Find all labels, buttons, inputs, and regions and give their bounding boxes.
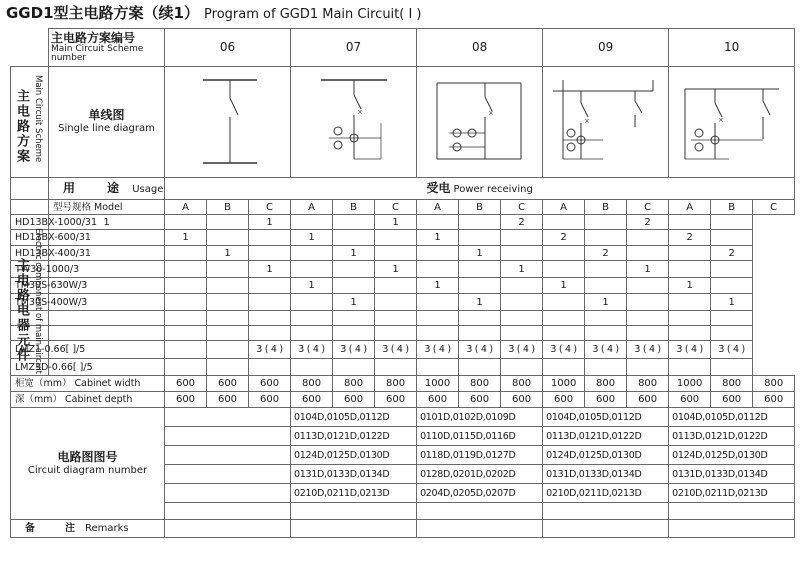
col-letter: C bbox=[249, 200, 291, 215]
component-qty: 3 ( 4 ) bbox=[627, 341, 669, 359]
component-qty: 1 bbox=[585, 294, 627, 311]
diagram-08 bbox=[417, 67, 543, 178]
remarks-value bbox=[669, 520, 795, 538]
component-qty bbox=[375, 294, 417, 311]
cabinet-depth-value: 600 bbox=[711, 392, 753, 408]
component-qty bbox=[165, 326, 207, 341]
col-letter: B bbox=[207, 200, 249, 215]
component-qty: 2 bbox=[627, 215, 669, 230]
cabinet-depth-value: 600 bbox=[501, 392, 543, 408]
scheme-10: 10 bbox=[669, 29, 795, 67]
component-qty bbox=[459, 278, 501, 294]
cabinet-width-value: 800 bbox=[333, 376, 375, 392]
cabinet-depth-value: 600 bbox=[543, 392, 585, 408]
component-model: LMZ3D-0.66[ ]/5 bbox=[11, 359, 49, 376]
main-scheme-side-label bbox=[11, 67, 49, 178]
components-side-en: Electric component of main circuit bbox=[33, 228, 43, 374]
page-title bbox=[6, 2, 422, 24]
circuit-diagram-number: 0124D,0125D,0130D bbox=[543, 446, 669, 465]
component-qty: 3 ( 4 ) bbox=[459, 341, 501, 359]
cabinet-width-label-en: Cabinet width bbox=[74, 378, 141, 389]
col-letter: B bbox=[711, 200, 753, 215]
component-qty: 1 bbox=[333, 246, 375, 261]
component-qty bbox=[165, 246, 207, 261]
component-qty bbox=[249, 230, 291, 246]
cabinet-depth-value: 600 bbox=[207, 392, 249, 408]
component-qty bbox=[417, 215, 459, 230]
cabinet-depth-label-en: Cabinet depth bbox=[65, 394, 133, 405]
col-letter: A bbox=[417, 200, 459, 215]
page-title-cn: GGD1型主电路方案（续1） bbox=[6, 4, 199, 22]
component-qty bbox=[627, 311, 669, 326]
component-qty bbox=[207, 341, 249, 359]
diagram-09 bbox=[543, 67, 669, 178]
component-qty: 1 bbox=[249, 215, 291, 230]
cabinet-width-value: 1000 bbox=[417, 376, 459, 392]
component-qty bbox=[501, 246, 543, 261]
component-qty: 3 ( 4 ) bbox=[249, 341, 291, 359]
component-qty bbox=[375, 278, 417, 294]
circuit-diagram-number: 0128D,0201D,0202D bbox=[417, 465, 543, 484]
component-row bbox=[11, 261, 795, 278]
component-qty: 2 bbox=[543, 230, 585, 246]
component-qty bbox=[291, 215, 333, 230]
cabinet-width-value: 600 bbox=[207, 376, 249, 392]
cabinet-depth-value: 600 bbox=[165, 392, 207, 408]
cabinet-depth-value: 600 bbox=[459, 392, 501, 408]
component-qty bbox=[585, 311, 627, 326]
component-qty bbox=[585, 359, 627, 376]
component-qty bbox=[333, 230, 375, 246]
component-qty bbox=[627, 294, 669, 311]
cabinet-width-value: 600 bbox=[249, 376, 291, 392]
component-qty bbox=[501, 359, 543, 376]
component-qty: 1 bbox=[459, 246, 501, 261]
col-letter: C bbox=[627, 200, 669, 215]
component-qty bbox=[627, 359, 669, 376]
component-qty bbox=[207, 215, 249, 230]
component-model: HD13BX-1000/31 bbox=[11, 215, 49, 230]
component-qty bbox=[333, 261, 375, 278]
usage-label: 用 途 Usage bbox=[49, 178, 165, 200]
component-model: LMZ1-0.66[ ]/5 bbox=[11, 341, 49, 359]
cabinet-width-value: 1000 bbox=[669, 376, 711, 392]
component-qty: 1 bbox=[417, 230, 459, 246]
component-qty bbox=[543, 326, 585, 341]
cabinet-depth-label-cn: 深（mm） bbox=[15, 394, 63, 405]
component-model: HD13BX-400/31 bbox=[11, 246, 49, 261]
component-qty bbox=[627, 246, 669, 261]
component-qty bbox=[291, 294, 333, 311]
component-qty bbox=[543, 246, 585, 261]
cabinet-depth-value: 600 bbox=[585, 392, 627, 408]
cabinet-depth-value: 600 bbox=[417, 392, 459, 408]
component-qty: 1 bbox=[543, 278, 585, 294]
component-qty bbox=[711, 326, 753, 341]
component-qty bbox=[459, 359, 501, 376]
remarks-label-cn: 备 注 bbox=[25, 523, 85, 534]
circuit-diagram-empty bbox=[669, 503, 795, 520]
circuit-diagram-empty bbox=[165, 503, 291, 520]
component-qty bbox=[249, 246, 291, 261]
cabinet-width-value: 800 bbox=[291, 376, 333, 392]
component-model: TW30-1000/3 bbox=[11, 261, 49, 278]
component-qty bbox=[165, 261, 207, 278]
main-circuit-table bbox=[10, 28, 795, 538]
component-qty bbox=[417, 311, 459, 326]
cabinet-depth-value: 600 bbox=[333, 392, 375, 408]
component-qty bbox=[207, 261, 249, 278]
usage-value: 受电 Power receiving bbox=[165, 178, 795, 200]
cabinet-depth-label bbox=[11, 392, 165, 408]
model-label: 型号规格 Model bbox=[49, 200, 165, 215]
components-header-row bbox=[11, 200, 795, 215]
cabinet-width-label bbox=[11, 376, 165, 392]
component-qty: 1 bbox=[459, 294, 501, 311]
diagram-06 bbox=[165, 67, 291, 178]
component-qty bbox=[543, 359, 585, 376]
component-qty bbox=[291, 261, 333, 278]
col-letter: A bbox=[165, 200, 207, 215]
circuit-diagram-number: 0210D,0211D,0213D bbox=[669, 484, 795, 503]
col-letter: A bbox=[291, 200, 333, 215]
diagram-10-svg bbox=[669, 67, 795, 177]
component-qty bbox=[207, 294, 249, 311]
component-qty: 3 ( 4 ) bbox=[585, 341, 627, 359]
component-qty bbox=[207, 278, 249, 294]
component-qty: 3 ( 4 ) bbox=[375, 341, 417, 359]
cabinet-width-value: 800 bbox=[753, 376, 795, 392]
component-qty bbox=[501, 294, 543, 311]
circuit-diagram-number: 0104D,0105D,0112D bbox=[543, 408, 669, 427]
component-qty bbox=[711, 261, 753, 278]
circuit-diagram-number: 0104D,0105D,0112D bbox=[291, 408, 417, 427]
component-qty bbox=[249, 326, 291, 341]
col-letter: C bbox=[753, 200, 795, 215]
component-model: TM30S-400W/3 bbox=[11, 294, 49, 311]
cabinet-width-value: 800 bbox=[711, 376, 753, 392]
diagram-07 bbox=[291, 67, 417, 178]
circuit-diagram-number bbox=[165, 446, 291, 465]
component-qty: 1 bbox=[333, 294, 375, 311]
component-qty bbox=[165, 294, 207, 311]
diagram-06-svg bbox=[165, 67, 291, 177]
circuit-diagram-number: 0124D,0125D,0130D bbox=[669, 446, 795, 465]
single-line-row bbox=[11, 67, 795, 178]
component-qty bbox=[543, 261, 585, 278]
component-qty bbox=[669, 215, 711, 230]
component-qty: 1 bbox=[627, 261, 669, 278]
component-qty: 1 bbox=[249, 261, 291, 278]
component-qty bbox=[417, 294, 459, 311]
component-qty bbox=[501, 278, 543, 294]
remarks-value bbox=[543, 520, 669, 538]
component-row bbox=[11, 278, 795, 294]
component-qty bbox=[375, 326, 417, 341]
component-qty: 1 bbox=[417, 278, 459, 294]
component-qty bbox=[165, 311, 207, 326]
component-qty bbox=[543, 311, 585, 326]
cabinet-depth-value: 600 bbox=[375, 392, 417, 408]
scheme-09: 09 bbox=[543, 29, 669, 67]
component-qty bbox=[207, 359, 249, 376]
component-row bbox=[11, 311, 795, 326]
component-qty bbox=[165, 359, 207, 376]
cabinet-depth-value: 600 bbox=[291, 392, 333, 408]
component-model: TM30S-630W/3 bbox=[11, 278, 49, 294]
diagram-10 bbox=[669, 67, 795, 178]
component-row bbox=[11, 294, 795, 311]
col-letter: B bbox=[459, 200, 501, 215]
component-qty bbox=[375, 230, 417, 246]
circuit-diagram-number: 0210D,0211D,0213D bbox=[291, 484, 417, 503]
component-qty bbox=[543, 294, 585, 311]
component-qty bbox=[711, 230, 753, 246]
remarks-label-en: Remarks bbox=[85, 523, 129, 534]
component-qty bbox=[333, 359, 375, 376]
component-qty bbox=[207, 311, 249, 326]
component-qty bbox=[627, 230, 669, 246]
cabinet-width-value: 600 bbox=[165, 376, 207, 392]
component-row bbox=[11, 230, 795, 246]
component-qty bbox=[49, 311, 165, 326]
component-qty bbox=[669, 294, 711, 311]
component-qty bbox=[333, 278, 375, 294]
component-qty bbox=[375, 311, 417, 326]
component-qty bbox=[669, 246, 711, 261]
component-qty bbox=[375, 359, 417, 376]
remarks-value bbox=[417, 520, 543, 538]
remarks-label bbox=[11, 520, 165, 538]
circuit-diagram-number bbox=[165, 484, 291, 503]
circuit-diagram-number bbox=[165, 465, 291, 484]
component-qty bbox=[291, 246, 333, 261]
circuit-diagram-number bbox=[165, 408, 291, 427]
cabinet-width-label-cn: 柜宽（mm） bbox=[15, 378, 72, 389]
component-qty bbox=[249, 278, 291, 294]
component-row bbox=[11, 359, 795, 376]
component-qty bbox=[417, 246, 459, 261]
component-qty bbox=[459, 326, 501, 341]
circuit-diagram-empty bbox=[417, 503, 543, 520]
component-qty bbox=[585, 261, 627, 278]
cabinet-width-value: 800 bbox=[585, 376, 627, 392]
circuit-diagram-empty bbox=[291, 503, 417, 520]
col-letter: B bbox=[585, 200, 627, 215]
component-qty bbox=[333, 215, 375, 230]
scheme-number-row bbox=[11, 29, 795, 67]
component-qty: 2 bbox=[711, 246, 753, 261]
component-qty bbox=[207, 326, 249, 341]
components-side-cn: 主电路电器元件 bbox=[14, 258, 29, 363]
circuit-diagram-number: 0210D,0211D,0213D bbox=[543, 484, 669, 503]
col-letter: A bbox=[543, 200, 585, 215]
component-qty: 1 bbox=[291, 230, 333, 246]
circuit-diagram-number: 0110D,0115D,0116D bbox=[417, 427, 543, 446]
component-qty: 1 bbox=[165, 230, 207, 246]
svg-text:×: × bbox=[584, 117, 590, 125]
circuit-diagram-label-en: Circuit diagram number bbox=[27, 464, 148, 476]
col-letter: C bbox=[375, 200, 417, 215]
component-qty: 3 ( 4 ) bbox=[543, 341, 585, 359]
component-qty bbox=[333, 326, 375, 341]
component-qty bbox=[669, 311, 711, 326]
cabinet-width-value: 800 bbox=[627, 376, 669, 392]
corner-cell bbox=[11, 29, 49, 67]
cabinet-depth-value: 600 bbox=[753, 392, 795, 408]
component-qty: 1 bbox=[501, 261, 543, 278]
circuit-diagram-number: 0131D,0133D,0134D bbox=[669, 465, 795, 484]
component-qty bbox=[249, 359, 291, 376]
scheme-number-label: 主电路方案编号 Main Circuit Scheme number bbox=[49, 29, 165, 67]
component-qty bbox=[585, 230, 627, 246]
scheme-08: 08 bbox=[417, 29, 543, 67]
component-qty: 1 bbox=[207, 246, 249, 261]
svg-text:×: × bbox=[357, 108, 363, 116]
component-qty bbox=[291, 359, 333, 376]
component-qty: 1 bbox=[669, 278, 711, 294]
cabinet-depth-value: 600 bbox=[249, 392, 291, 408]
component-qty: 2 bbox=[669, 230, 711, 246]
component-qty: 1 bbox=[291, 278, 333, 294]
component-qty bbox=[165, 215, 207, 230]
component-qty: 1 bbox=[375, 215, 417, 230]
component-qty bbox=[627, 326, 669, 341]
circuit-diagram-empty bbox=[543, 503, 669, 520]
component-qty bbox=[459, 311, 501, 326]
component-qty bbox=[711, 359, 753, 376]
cabinet-width-value: 800 bbox=[501, 376, 543, 392]
circuit-diagram-row bbox=[11, 408, 795, 427]
component-qty bbox=[459, 215, 501, 230]
cabinet-width-row bbox=[11, 376, 795, 392]
component-qty: 1 bbox=[49, 215, 165, 230]
remarks-value bbox=[291, 520, 417, 538]
usage-row bbox=[11, 178, 795, 200]
component-qty: 1 bbox=[375, 261, 417, 278]
component-qty bbox=[165, 341, 207, 359]
page-title-en: Program of GGD1 Main Circuit( I ) bbox=[204, 7, 422, 22]
component-qty bbox=[711, 278, 753, 294]
circuit-diagram-label-cn: 电路图图号 bbox=[57, 449, 118, 464]
component-qty bbox=[669, 326, 711, 341]
scheme-06: 06 bbox=[165, 29, 291, 67]
component-qty bbox=[333, 311, 375, 326]
component-qty bbox=[585, 215, 627, 230]
cabinet-depth-value: 600 bbox=[627, 392, 669, 408]
component-qty: 3 ( 4 ) bbox=[291, 341, 333, 359]
usage-left-cell bbox=[11, 178, 49, 200]
component-qty bbox=[165, 278, 207, 294]
component-qty bbox=[459, 261, 501, 278]
circuit-diagram-number: 0204D,0205D,0207D bbox=[417, 484, 543, 503]
remarks-value bbox=[165, 520, 291, 538]
circuit-diagram-number: 0104D,0105D,0112D bbox=[669, 408, 795, 427]
circuit-diagram-number: 0113D,0121D,0122D bbox=[543, 427, 669, 446]
circuit-diagram-number: 0113D,0121D,0122D bbox=[291, 427, 417, 446]
diagram-07-svg bbox=[291, 67, 417, 177]
component-qty bbox=[207, 230, 249, 246]
component-qty bbox=[669, 261, 711, 278]
component-qty bbox=[711, 215, 753, 230]
component-qty bbox=[585, 326, 627, 341]
circuit-diagram-number: 0124D,0125D,0130D bbox=[291, 446, 417, 465]
component-qty bbox=[291, 311, 333, 326]
component-qty bbox=[249, 294, 291, 311]
component-qty bbox=[49, 326, 165, 341]
component-qty bbox=[501, 230, 543, 246]
scheme-07: 07 bbox=[291, 29, 417, 67]
component-qty bbox=[417, 326, 459, 341]
component-qty: 3 ( 4 ) bbox=[669, 341, 711, 359]
component-qty: 3 ( 4 ) bbox=[711, 341, 753, 359]
diagram-09-svg bbox=[543, 67, 669, 177]
svg-text:×: × bbox=[718, 116, 724, 124]
cabinet-depth-value: 600 bbox=[669, 392, 711, 408]
main-scheme-side-cn: 主电路方案 bbox=[14, 89, 29, 164]
component-qty bbox=[711, 311, 753, 326]
diagram-08-svg bbox=[417, 67, 543, 177]
component-qty bbox=[669, 359, 711, 376]
component-qty bbox=[543, 215, 585, 230]
component-qty bbox=[417, 359, 459, 376]
component-qty: 2 bbox=[585, 246, 627, 261]
cabinet-width-value: 800 bbox=[459, 376, 501, 392]
single-line-label: 单线图 Single line diagram bbox=[49, 67, 165, 178]
component-qty bbox=[249, 311, 291, 326]
component-qty bbox=[417, 261, 459, 278]
component-qty: 1 bbox=[711, 294, 753, 311]
component-qty bbox=[459, 230, 501, 246]
component-qty bbox=[627, 278, 669, 294]
remarks-row bbox=[11, 520, 795, 538]
col-letter: C bbox=[501, 200, 543, 215]
component-qty: 3 ( 4 ) bbox=[417, 341, 459, 359]
cabinet-width-value: 800 bbox=[375, 376, 417, 392]
main-scheme-side-en: Main Circuit Scheme bbox=[33, 75, 43, 163]
component-qty bbox=[375, 246, 417, 261]
component-row bbox=[11, 341, 795, 359]
col-letter: A bbox=[669, 200, 711, 215]
cabinet-depth-row bbox=[11, 392, 795, 408]
circuit-diagram-number: 0131D,0133D,0134D bbox=[291, 465, 417, 484]
component-qty: 2 bbox=[501, 215, 543, 230]
component-row bbox=[11, 215, 795, 230]
component-row bbox=[11, 246, 795, 261]
component-qty: 3 ( 4 ) bbox=[333, 341, 375, 359]
component-qty bbox=[501, 311, 543, 326]
circuit-diagram-label bbox=[11, 408, 165, 520]
circuit-diagram-number: 0113D,0121D,0122D bbox=[669, 427, 795, 446]
circuit-diagram-number: 0101D,0102D,0109D bbox=[417, 408, 543, 427]
cabinet-width-value: 1000 bbox=[543, 376, 585, 392]
svg-text:×: × bbox=[488, 109, 494, 117]
circuit-diagram-number: 0118D,0119D,0127D bbox=[417, 446, 543, 465]
component-model: HD13BX-600/31 bbox=[11, 230, 49, 246]
component-qty: 3 ( 4 ) bbox=[501, 341, 543, 359]
circuit-diagram-number bbox=[165, 427, 291, 446]
component-qty bbox=[291, 326, 333, 341]
circuit-diagram-number: 0131D,0133D,0134D bbox=[543, 465, 669, 484]
component-row bbox=[11, 326, 795, 341]
component-qty bbox=[585, 278, 627, 294]
component-qty bbox=[501, 326, 543, 341]
col-letter: B bbox=[333, 200, 375, 215]
